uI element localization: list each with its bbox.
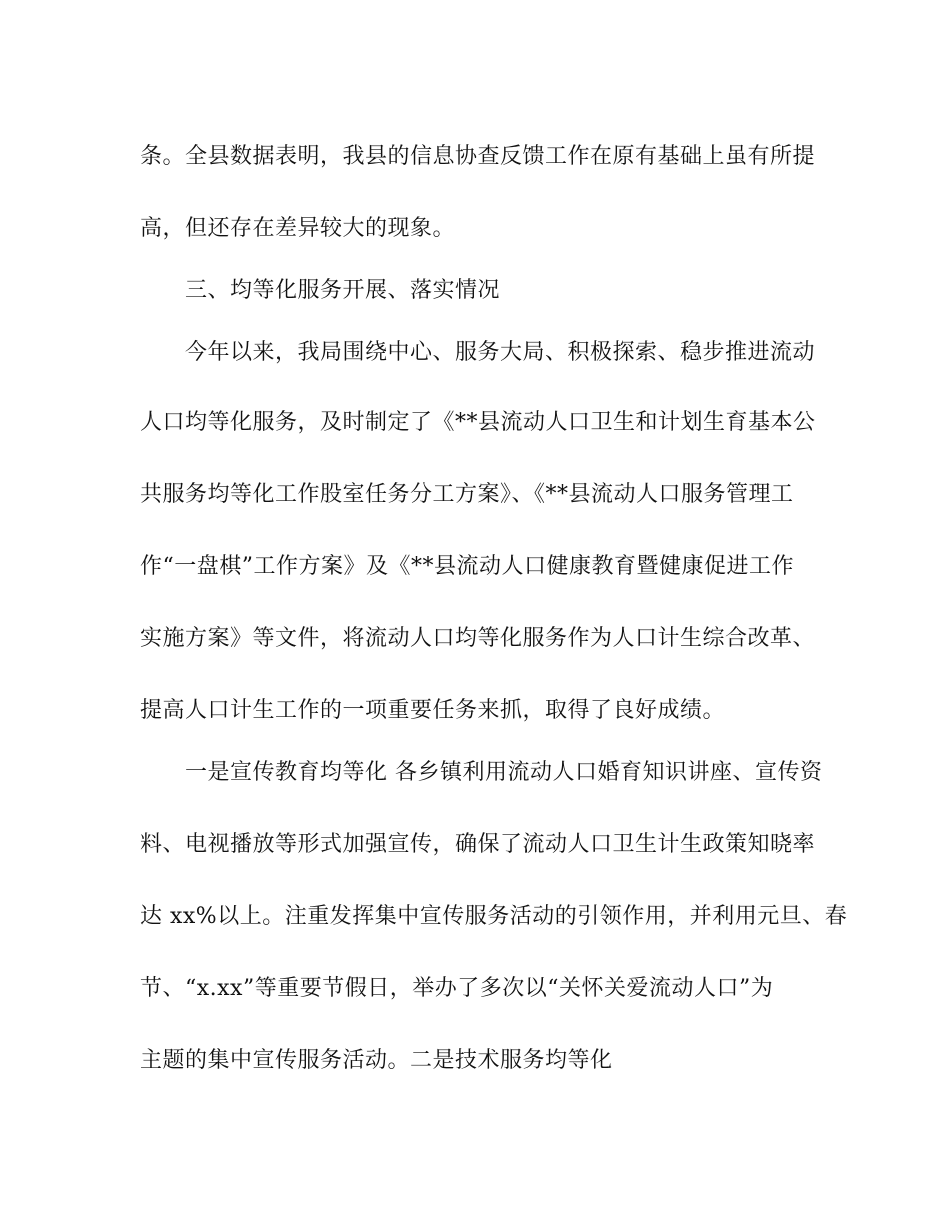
text-line: 主题的集中宣传服务活动。二是技术服务均等化 (140, 1048, 613, 1073)
text-line: 高，但还存在差异较大的现象。 (140, 216, 456, 241)
text-line: 提高人口计生工作的一项重要任务来抓，取得了良好成绩。 (140, 698, 726, 723)
text-line: 节、“x.xx”等重要节假日，举办了多次以“关怀关爱流动人口”为 (140, 976, 774, 1001)
text-line: 人口均等化服务，及时制定了《**县流动人口卫生和计划生育基本公 (140, 410, 816, 435)
paragraph-first-line: 今年以来，我局围绕中心、服务大局、积极探索、稳步推进流动 (185, 340, 816, 365)
text-line: 作“一盘棋”工作方案》及《**县流动人口健康教育暨健康促进工作 (140, 554, 794, 579)
text-line: 条。全县数据表明，我县的信息协查反馈工作在原有基础上虽有所提 (140, 144, 816, 169)
section-heading: 三、均等化服务开展、落实情况 (185, 278, 501, 303)
text-line: 达 xx%以上。注重发挥集中宣传服务活动的引领作用，并利用元旦、春 (140, 904, 848, 929)
paragraph-first-line: 一是宣传教育均等化 各乡镇利用流动人口婚育知识讲座、宣传资 (185, 760, 823, 785)
text-line: 实施方案》等文件，将流动人口均等化服务作为人口计生综合改革、 (140, 626, 816, 651)
text-line: 共服务均等化工作股室任务分工方案》、《**县流动人口服务管理工 (140, 482, 794, 507)
text-line: 料、电视播放等形式加强宣传，确保了流动人口卫生计生政策知晓率 (140, 832, 816, 857)
